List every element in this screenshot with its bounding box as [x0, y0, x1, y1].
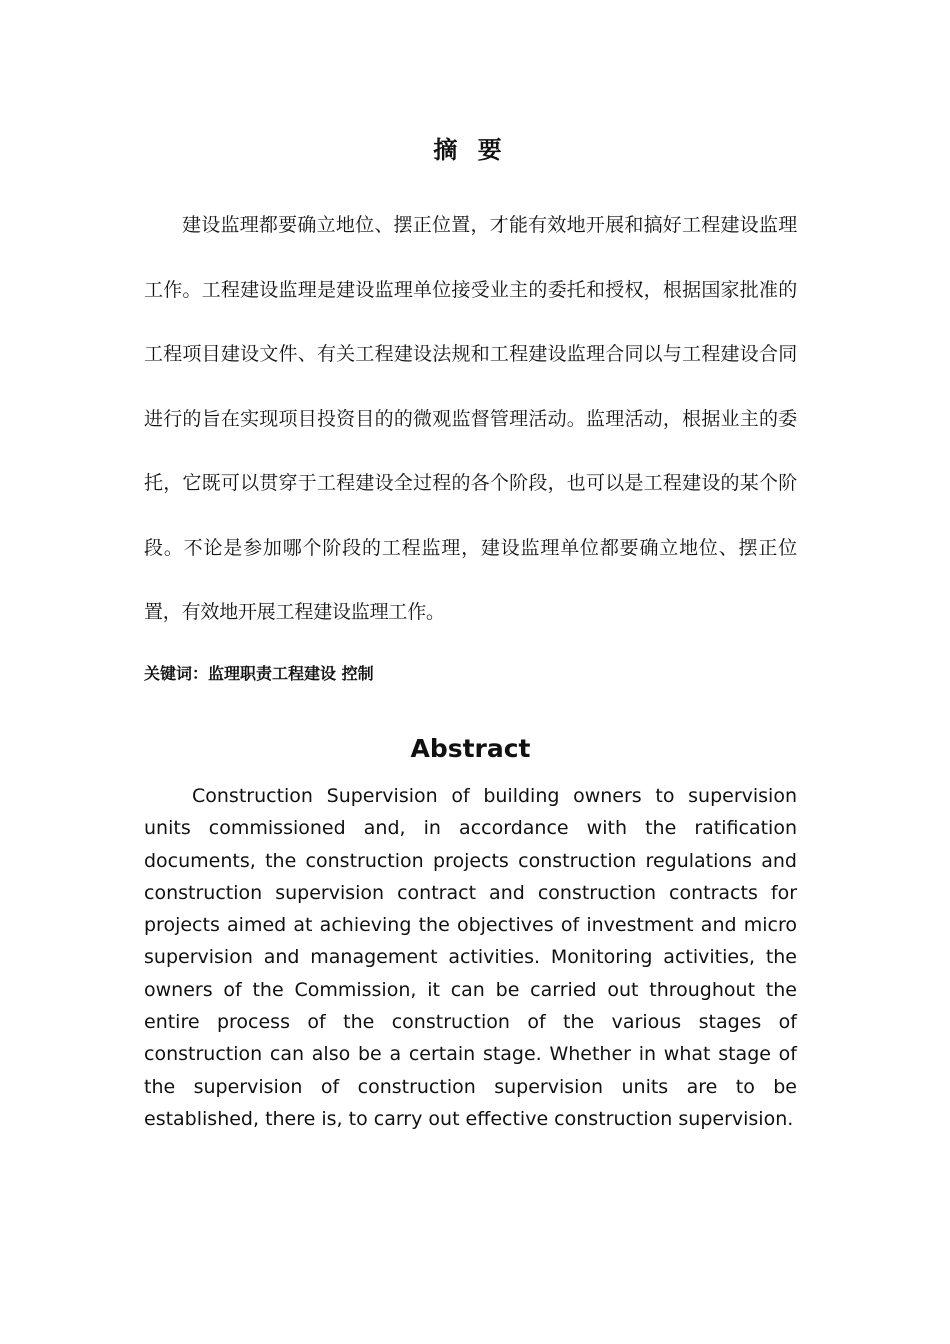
chinese-abstract-body: 建设监理都要确立地位、摆正位置，才能有效地开展和搞好工程建设监理工作。工程建设监理是建设监理单位接受业主的委托和授权，根据国家批准的工程项目建设文件、有关工程建设法规和工程建设监理合同以与工程建设合同进行的旨在实现项目投资目的的微观监督管理活动。监理活动，根据业主的委托，它既可以贯穿于工程建设全过程的各个阶段，也可以是工程建设的某个阶段。不论是参加哪个阶段的工程监理，建设监理单位都要确立地位、摆正位置，有效地开展工程建设监理工作。	[144, 214, 797, 623]
english-abstract-title: Abstract	[410, 734, 531, 763]
keywords-line: 关键词：监理职责工程建设 控制	[144, 664, 374, 683]
chinese-abstract-title: 摘 要	[433, 136, 508, 164]
english-abstract-body: Construction Supervision of building owners to supervision units commissioned and, in accordance with the ratification documents, the construction projects construction regulations and construction supervision contract and construction contracts for projects aimed at achieving the objectives of investment and micro supervision and management activities. Monitoring activities, the owners of the Commission, it can be carried out throughout the entire process of the construction of the various stages of construction can also be a certain stage. Whether in what stage of the supervision of construction supervision units are to be established, there is, to carry out effective construction supervision.	[144, 785, 797, 1130]
